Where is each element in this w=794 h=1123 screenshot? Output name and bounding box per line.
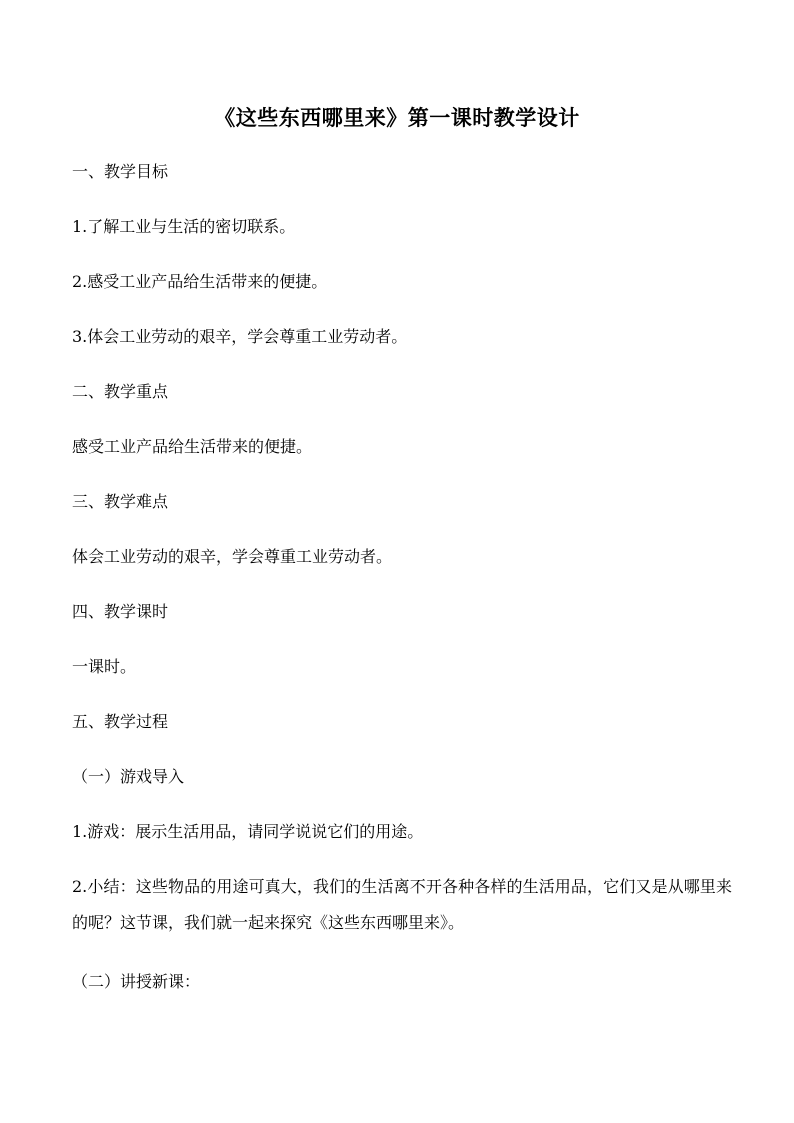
step1-item-2: 2.小结：这些物品的用途可真大，我们的生活离不开各种各样的生活用品，它们又是从哪里来的呢？这节课，我们就一起来探究《这些东西哪里来》。 <box>72 877 732 932</box>
section-heading-key-point: 二、教学重点 <box>72 382 169 401</box>
section-heading-goals: 一、教学目标 <box>72 162 169 181</box>
goal-item-3: 3.体会工业劳动的艰辛，学会尊重工业劳动者。 <box>72 327 408 346</box>
goal-item-2: 2.感受工业产品给生活带来的便捷。 <box>72 272 328 291</box>
class-hours-text: 一课时。 <box>72 657 137 676</box>
section-heading-class-hours: 四、教学课时 <box>72 602 169 621</box>
goal-item-1: 1.了解工业与生活的密切联系。 <box>72 217 296 236</box>
key-point-text: 感受工业产品给生活带来的便捷。 <box>72 437 313 456</box>
difficulty-text: 体会工业劳动的艰辛，学会尊重工业劳动者。 <box>72 547 393 566</box>
step1-item-1: 1.游戏：展示生活用品，请同学说说它们的用途。 <box>72 822 424 841</box>
document-title: 《这些东西哪里来》第一课时教学设计 <box>214 105 580 130</box>
step-heading-new-lesson: （二）讲授新课： <box>72 972 201 991</box>
step-heading-game-intro: （一）游戏导入 <box>72 767 185 786</box>
section-heading-difficulty: 三、教学难点 <box>72 492 169 511</box>
section-heading-process: 五、教学过程 <box>72 712 169 731</box>
